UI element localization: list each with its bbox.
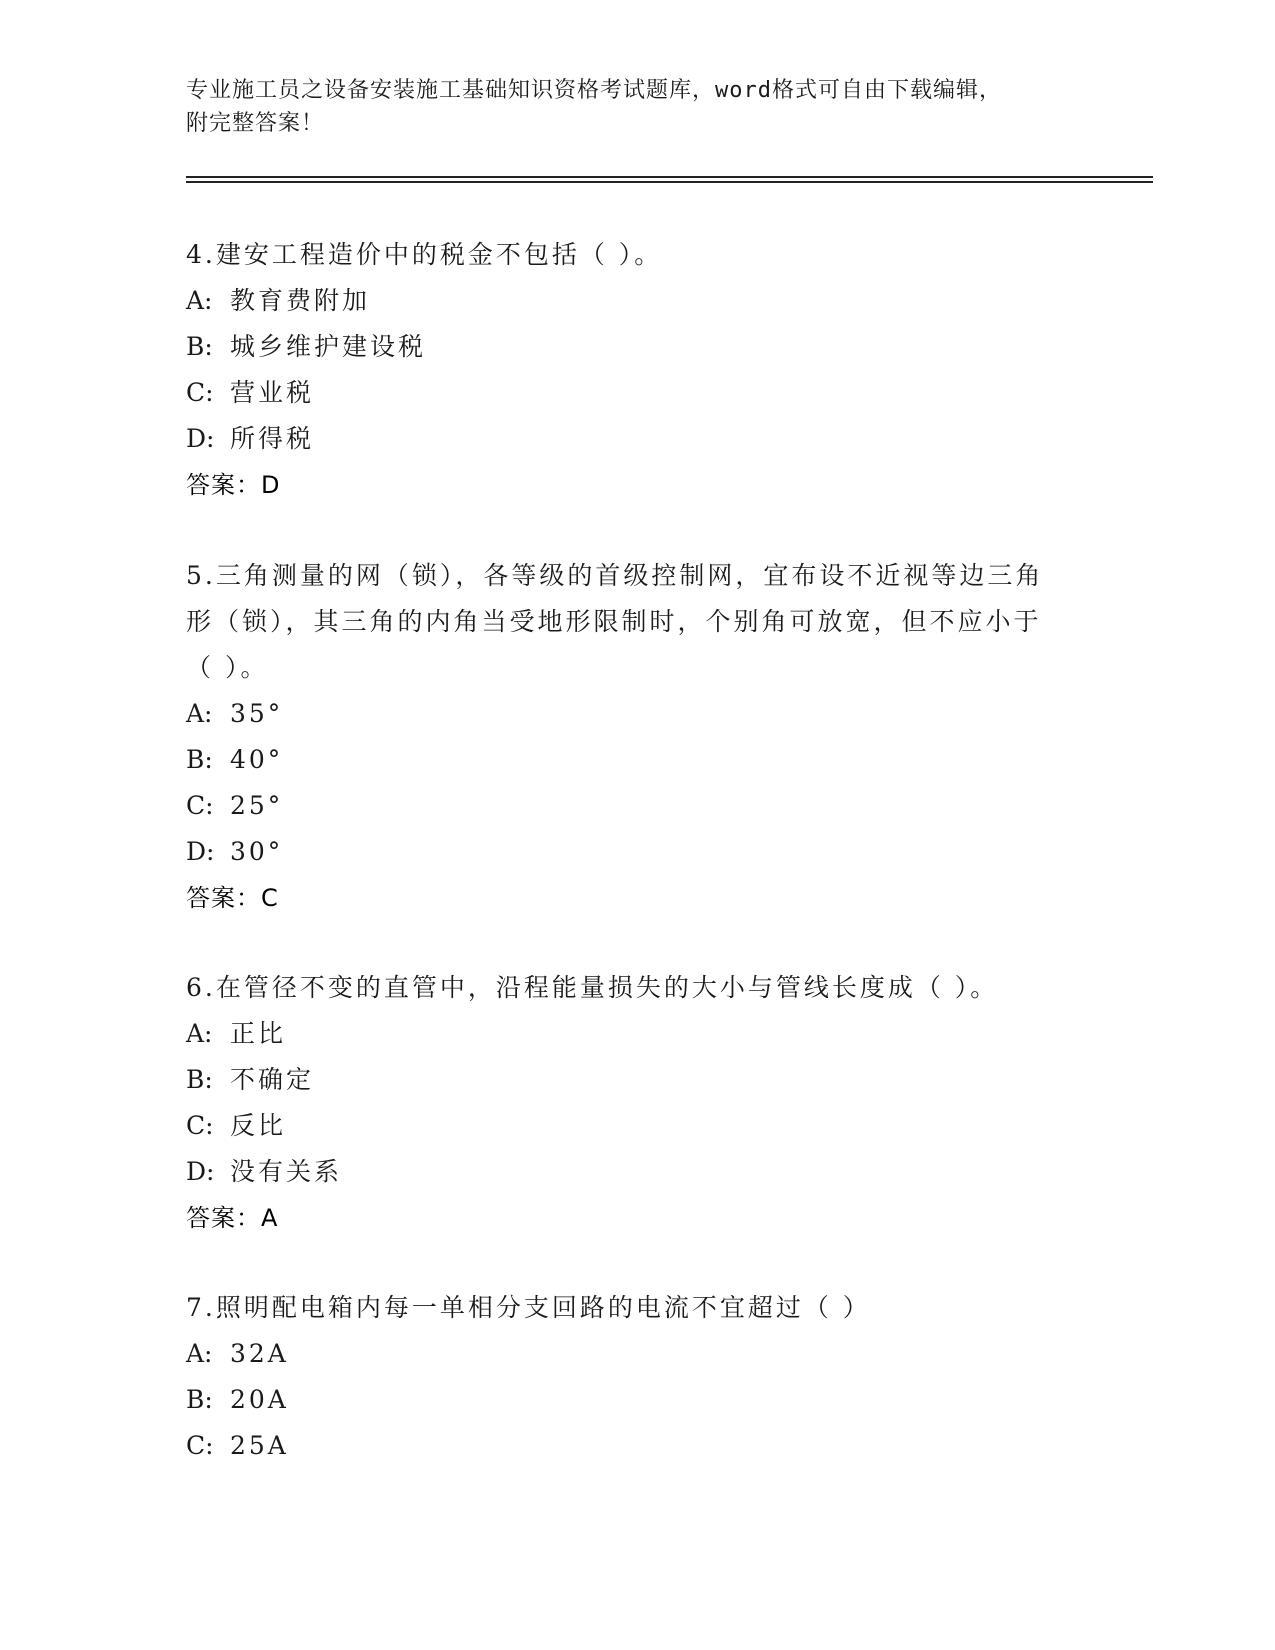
option-key: A: xyxy=(186,699,213,728)
option-a xyxy=(186,278,1066,324)
option-text: 32A xyxy=(230,1339,289,1368)
option-d xyxy=(186,416,1066,462)
option-text: 城乡维护建设税 xyxy=(230,332,427,361)
option-text: 30° xyxy=(230,837,284,866)
option-c xyxy=(186,370,1066,416)
option-c xyxy=(186,1103,1066,1149)
option-text: 没有关系 xyxy=(230,1157,343,1186)
option-a xyxy=(186,1011,1066,1057)
option-key: D: xyxy=(186,1157,215,1186)
header-line-1: 专业施工员之设备安装施工基础知识资格考试题库，word格式可自由下载编辑， xyxy=(186,78,1002,103)
header-divider-top xyxy=(186,176,1153,178)
question-stem: 7.照明配电箱内每一单相分支回路的电流不宜超过（ ） xyxy=(186,1293,871,1322)
question-stem: 5.三角测量的网（锁），各等级的首级控制网，宜布设不近视等边三角形（锁），其三角的内角当受地形限制时，个别角可放宽，但不应小于（ ）。 xyxy=(186,561,1044,682)
option-key: C: xyxy=(186,378,214,407)
question-block xyxy=(186,553,1066,921)
option-text: 所得税 xyxy=(230,424,315,453)
option-text: 25° xyxy=(230,791,284,820)
option-text: 35° xyxy=(230,699,284,728)
option-key: B: xyxy=(186,332,213,361)
question-stem: 6.在管径不变的直管中，沿程能量损失的大小与管线长度成（ ）。 xyxy=(186,973,999,1002)
option-c xyxy=(186,783,1066,829)
option-key: D: xyxy=(186,837,215,866)
answer-line: 答案：A xyxy=(186,1204,279,1232)
option-key: B: xyxy=(186,1385,213,1414)
option-key: A: xyxy=(186,1019,213,1048)
option-text: 正比 xyxy=(230,1019,287,1048)
option-key: A: xyxy=(186,286,213,315)
header-divider-bottom xyxy=(186,181,1153,183)
option-b xyxy=(186,324,1066,370)
question-block xyxy=(186,1285,1066,1469)
option-text: 教育费附加 xyxy=(230,286,371,315)
option-text: 不确定 xyxy=(230,1065,315,1094)
option-key: C: xyxy=(186,791,214,820)
option-d xyxy=(186,1149,1066,1195)
option-b xyxy=(186,1377,1066,1423)
option-key: B: xyxy=(186,1065,213,1094)
question-stem: 4.建安工程造价中的税金不包括（ ）。 xyxy=(186,240,663,269)
option-text: 40° xyxy=(230,745,284,774)
question-block xyxy=(186,232,1066,508)
document-header xyxy=(186,74,1066,140)
option-key: C: xyxy=(186,1431,214,1460)
option-b xyxy=(186,1057,1066,1103)
option-b xyxy=(186,737,1066,783)
option-key: B: xyxy=(186,745,213,774)
header-line-2: 附完整答案！ xyxy=(186,111,325,136)
option-text: 营业税 xyxy=(230,378,315,407)
option-key: A: xyxy=(186,1339,213,1368)
option-a xyxy=(186,1331,1066,1377)
answer-line: 答案：C xyxy=(186,884,279,912)
option-c xyxy=(186,1423,1066,1469)
answer-line: 答案：D xyxy=(186,471,281,499)
option-key: D: xyxy=(186,424,215,453)
option-text: 反比 xyxy=(230,1111,287,1140)
option-key: C: xyxy=(186,1111,214,1140)
option-text: 20A xyxy=(230,1385,289,1414)
option-text: 25A xyxy=(230,1431,289,1460)
option-d xyxy=(186,829,1066,875)
option-a xyxy=(186,691,1066,737)
question-block xyxy=(186,965,1066,1241)
